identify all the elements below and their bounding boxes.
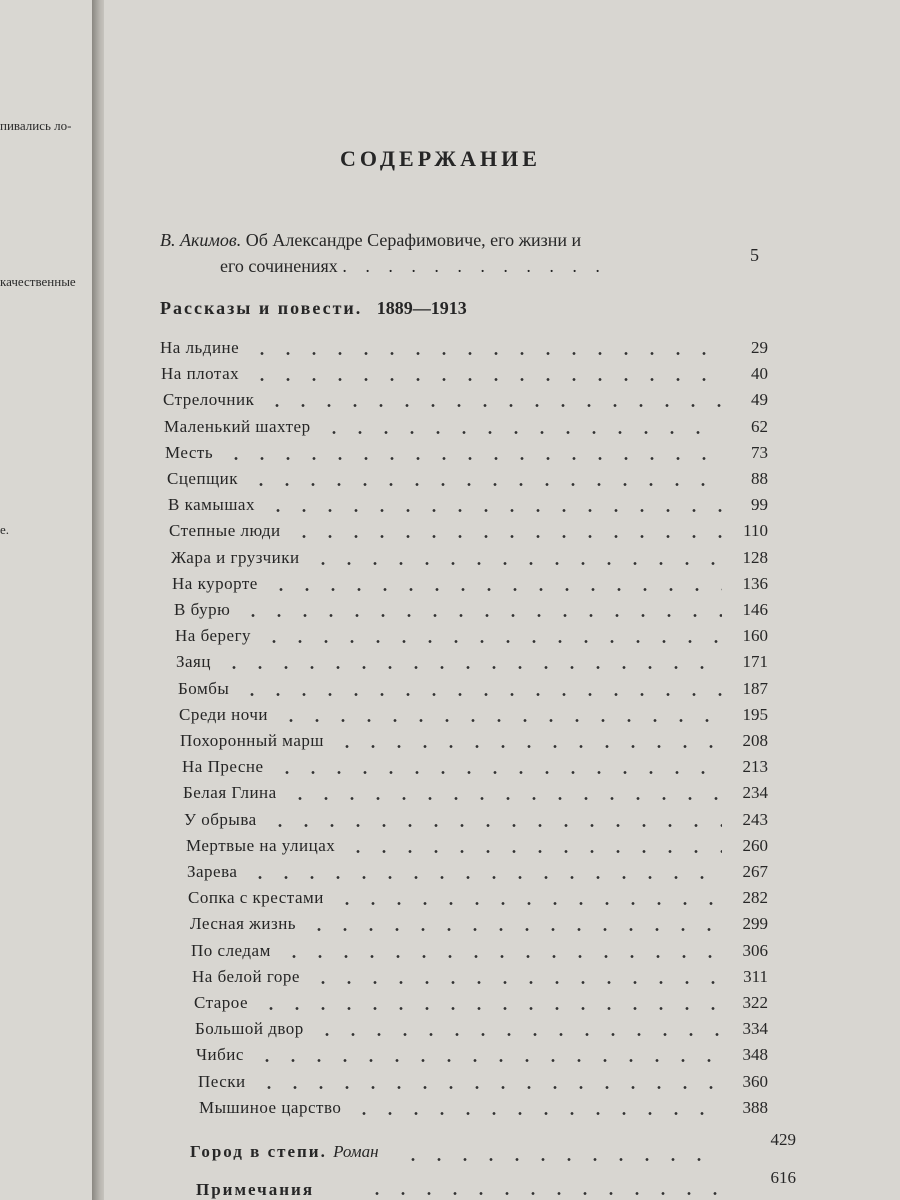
section-heading	[160, 298, 467, 319]
toc-entry	[196, 1045, 800, 1071]
toc-entry-title: Среди ночи	[179, 704, 268, 724]
toc-entry	[174, 600, 800, 626]
toc-entry-leader	[291, 535, 722, 538]
toc-entry-title: На Пресне	[182, 757, 264, 777]
toc-entry-page: 171	[742, 652, 768, 672]
toc-entry-title: Маленький шахтер	[164, 416, 311, 436]
toc-entry-leader	[278, 719, 722, 722]
toc-entry-page: 99	[751, 495, 768, 515]
toc-entry-leader	[264, 404, 722, 407]
toc-entry-title: На берегу	[175, 626, 252, 646]
toc-entry	[190, 914, 800, 940]
toc-entry-page: 360	[742, 1071, 768, 1091]
toc-entry-page: 146	[742, 600, 768, 619]
toc-entry-leader	[249, 352, 722, 355]
toc-entry-page: 208	[742, 731, 768, 750]
intro-title-part-1: Об Александре Серафимовиче, его жизни и	[245, 230, 582, 250]
toc-entry-leader	[247, 876, 722, 879]
toc-entry-page: 73	[751, 442, 768, 462]
intro-line-2	[220, 256, 607, 277]
intro-author: В. Акимов.	[160, 230, 242, 250]
toc-entry-page: 110	[743, 521, 768, 541]
toc-entry-title: Чибис	[196, 1045, 244, 1065]
toc-entry-title: Большой двор	[195, 1019, 304, 1039]
toc-entry-title: Бомбы	[178, 678, 230, 698]
toc-entry-title: Сопка с крестами	[188, 888, 324, 908]
toc-entry-leader	[321, 431, 722, 434]
toc-entry	[168, 495, 800, 521]
toc-entry-title: На плотах	[161, 364, 240, 384]
toc-entry-page: 136	[742, 573, 768, 593]
toc-entry	[199, 1098, 800, 1124]
part-subtitle: Роман	[333, 1142, 379, 1161]
section-title: Рассказы и повести.	[160, 298, 363, 318]
toc-entry-page: 213	[742, 757, 768, 777]
toc-entry-title: На белой горе	[192, 966, 300, 986]
toc-entry	[163, 390, 800, 416]
toc-entry	[172, 574, 800, 600]
toc-entry-title: Лесная жизнь	[190, 914, 297, 934]
toc-entry	[169, 521, 800, 547]
section-years: 1889—1913	[376, 298, 467, 318]
toc-entry	[160, 338, 800, 364]
toc-entry-page: 322	[742, 993, 768, 1012]
toc-entry-leader	[267, 824, 722, 827]
toc-entry-page: 334	[742, 1019, 768, 1039]
toc-entry-page: 88	[751, 469, 768, 488]
toc-entry-leader	[334, 745, 722, 748]
toc-entry-page: 282	[742, 888, 768, 908]
toc-entry	[192, 967, 800, 993]
toc-entry-page: 40	[751, 364, 768, 384]
toc-entry	[184, 810, 800, 836]
intro-title-part-2: его сочинениях	[220, 256, 338, 276]
toc-entry	[198, 1072, 800, 1098]
left-page-fragment: е.	[0, 522, 10, 537]
toc-entry-leader	[256, 1086, 722, 1089]
toc-entry-leader	[268, 588, 722, 591]
toc-entry	[188, 888, 800, 914]
toc-entry	[187, 862, 800, 888]
toc-entry-page: 29	[751, 338, 768, 357]
toc-entry-page: 187	[742, 678, 768, 698]
toc-entry-page: 306	[742, 940, 768, 960]
toc-entry-title: Заяц	[176, 652, 211, 672]
toc-entry-page: 195	[742, 704, 768, 724]
toc-entry-page: 160	[742, 626, 768, 646]
toc-entry-page: 243	[742, 809, 768, 829]
toc-entry	[175, 626, 800, 652]
toc-entry	[165, 443, 800, 469]
toc-entry-leader	[314, 1033, 722, 1036]
left-page-fragment: качественные	[0, 274, 76, 289]
toc-entry-title: У обрыва	[184, 809, 257, 829]
part-title: Примечания	[196, 1180, 315, 1199]
toc-entry-title: Пески	[198, 1071, 246, 1091]
part-title: Город в степи.	[190, 1142, 327, 1161]
toc-entry-page: 311	[743, 966, 768, 986]
toc-entry	[183, 783, 800, 809]
part-notes-leader	[364, 1192, 720, 1195]
toc-entry-leader	[274, 771, 722, 774]
toc-entry-leader	[240, 614, 722, 617]
toc-entry	[178, 679, 800, 705]
toc-entry-title: Степные люди	[169, 521, 281, 541]
toc-entry-title: Мертвые на улицах	[186, 835, 336, 855]
toc-entry-leader	[249, 378, 722, 381]
toc-entry	[182, 757, 800, 783]
toc-entry-leader	[351, 1112, 722, 1115]
intro-page-number: 5	[750, 245, 759, 265]
toc-entry	[191, 941, 800, 967]
toc-entry-page: 267	[742, 862, 768, 881]
toc-entry-leader	[223, 457, 722, 460]
toc-entry-page: 62	[751, 416, 768, 436]
toc-entry-leader	[261, 640, 722, 643]
toc-entry-leader	[310, 562, 722, 565]
toc-entry	[171, 548, 800, 574]
toc-entry	[161, 364, 800, 390]
toc-entry-title: Мышиное царство	[199, 1097, 342, 1117]
toc-entry-leader	[306, 928, 722, 931]
toc-entry	[180, 731, 800, 757]
toc-entry-page: 260	[742, 835, 768, 855]
toc-entry-title: Жара и грузчики	[171, 547, 300, 567]
toc-entry-leader	[281, 955, 722, 958]
part-novel-page: 429	[770, 1130, 796, 1149]
left-page	[0, 0, 96, 1200]
toc-entry-leader	[345, 850, 722, 853]
toc-entry-title: Зарева	[187, 862, 238, 881]
page-title: СОДЕРЖАНИЕ	[340, 146, 541, 171]
toc-entry	[186, 836, 800, 862]
toc-entry-page: 234	[742, 783, 768, 803]
toc-entry-leader	[265, 509, 722, 512]
toc-entry-title: Старое	[194, 993, 249, 1012]
toc-entry-title: В бурю	[174, 600, 231, 619]
toc-entry	[164, 417, 800, 443]
toc-entry-page: 128	[742, 547, 768, 567]
part-novel	[190, 1142, 379, 1162]
toc-entry-leader	[334, 902, 722, 905]
toc-entry-title: Сцепщик	[167, 469, 239, 488]
toc-entry-title: Месть	[165, 442, 214, 462]
toc-entry-leader	[248, 483, 722, 486]
intro-leader-dots: . . . . . . . . . . . .	[342, 256, 607, 276]
part-novel-leader	[400, 1158, 718, 1161]
toc-entry-title: На льдине	[160, 338, 240, 357]
toc-entry-page: 299	[742, 914, 768, 934]
toc-entry-title: Стрелочник	[163, 390, 255, 410]
part-notes-page: 616	[770, 1168, 796, 1187]
toc-entry-title: По следам	[191, 940, 271, 960]
toc-entry	[176, 652, 800, 678]
toc-entry-leader	[287, 797, 722, 800]
toc-entry-title: Белая Глина	[183, 783, 277, 803]
toc-entry	[167, 469, 800, 495]
toc-entry	[195, 1019, 800, 1045]
toc-entry-page: 388	[742, 1097, 768, 1117]
toc-entry-title: Похоронный марш	[180, 731, 324, 750]
toc-entry	[179, 705, 800, 731]
toc-entry-title: На курорте	[172, 573, 258, 593]
toc-entry-leader	[310, 981, 722, 984]
toc-entry-leader	[221, 666, 722, 669]
part-notes	[196, 1180, 314, 1200]
toc-entry-page: 348	[742, 1045, 768, 1065]
toc-entry-leader	[258, 1007, 722, 1010]
toc-entry-leader	[239, 693, 722, 696]
toc-entry-page: 49	[751, 390, 768, 410]
toc-entry-title: В камышах	[168, 495, 255, 515]
intro-line-1	[160, 230, 581, 251]
toc-entry	[194, 993, 800, 1019]
left-page-fragment: пивались ло-	[0, 118, 72, 133]
toc-entry-leader	[254, 1059, 722, 1062]
